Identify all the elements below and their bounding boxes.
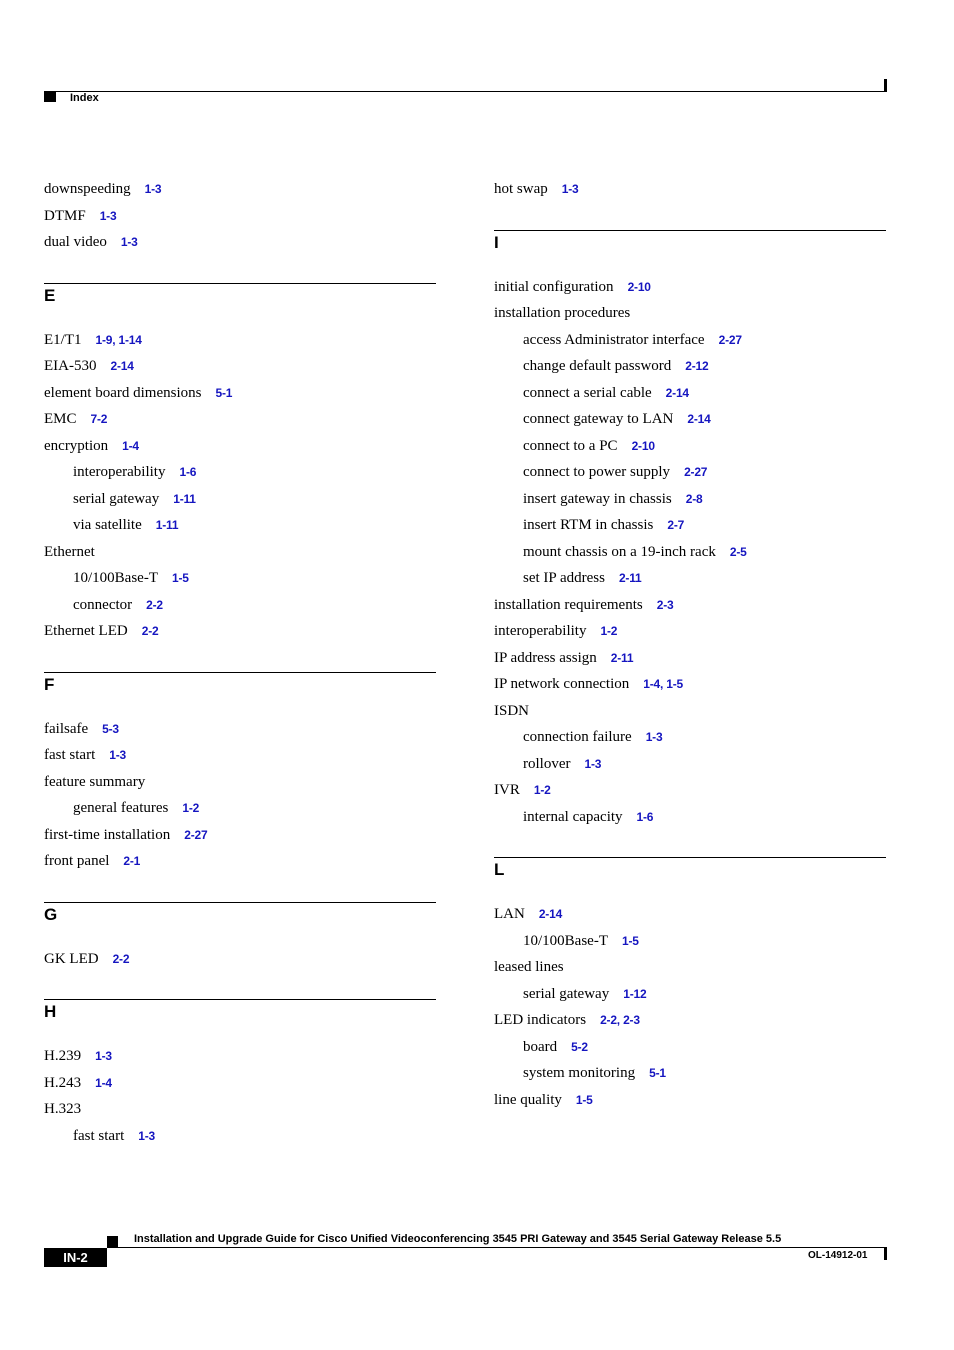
page-reference-link[interactable]: 2-12 — [685, 359, 709, 373]
index-entry — [494, 1007, 886, 1034]
page-reference-link[interactable]: 2-10 — [627, 279, 651, 294]
section-letter: G — [44, 904, 58, 924]
section-header — [494, 857, 886, 901]
page-reference-link[interactable]: 1-5 — [575, 1092, 593, 1107]
index-term: connect to a PC — [523, 437, 618, 454]
page-reference-link[interactable]: 1-3 — [645, 730, 663, 744]
page-reference-link[interactable]: 1-4, 1-5 — [643, 677, 684, 691]
footer-marker-box — [107, 1236, 118, 1247]
index-term: first-time installation — [44, 826, 171, 843]
section-letter: E — [44, 285, 56, 305]
index-term: Ethernet — [44, 543, 95, 560]
index-entry — [494, 901, 886, 928]
page-reference-link[interactable]: 1-4 — [95, 1075, 112, 1090]
index-subentry — [494, 1060, 886, 1087]
page-reference-link[interactable]: 2-3 — [656, 597, 674, 612]
page-reference-link[interactable]: 2-2, 2-3 — [600, 1013, 640, 1027]
index-subentry — [494, 724, 886, 751]
page-reference-link[interactable]: 1-5 — [171, 571, 189, 585]
section-spacer — [44, 875, 436, 902]
page-reference-link[interactable]: 2-27 — [684, 465, 708, 479]
index-subentry — [494, 1034, 886, 1061]
page-reference-link[interactable]: 5-1 — [649, 1066, 666, 1080]
index-entry — [44, 946, 436, 973]
page-reference-link[interactable]: 2-11 — [610, 650, 634, 665]
section-header — [44, 902, 436, 946]
index-term: EMC — [44, 411, 77, 427]
index-term: Ethernet LED — [44, 623, 128, 639]
page-reference-link[interactable]: 2-14 — [538, 907, 563, 921]
index-term: fast start — [73, 1127, 125, 1144]
index-entry — [44, 539, 436, 566]
index-term: leased lines — [494, 959, 564, 975]
index-term: IP network connection — [494, 676, 630, 692]
index-term: LED indicators — [494, 1012, 587, 1028]
page-reference-link[interactable]: 1-9, 1-14 — [95, 332, 142, 347]
index-term: IP address assign — [494, 649, 597, 666]
index-subentry — [494, 804, 886, 831]
index-term: 10/100Base-T — [523, 932, 608, 949]
index-term: initial configuration — [494, 278, 614, 295]
index-term: serial gateway — [523, 985, 610, 1002]
index-subentry — [494, 380, 886, 407]
page-reference-link[interactable]: 2-27 — [184, 827, 208, 842]
index-entry — [494, 777, 886, 804]
index-term: encryption — [44, 437, 109, 454]
index-entry — [494, 645, 886, 672]
index-subentry — [494, 981, 886, 1008]
page-reference-link[interactable]: 2-11 — [618, 571, 642, 585]
index-subentry — [44, 486, 436, 513]
index-entry — [44, 848, 436, 875]
index-column-left — [44, 176, 436, 1149]
index-entry — [44, 203, 436, 230]
index-term: hot swap — [494, 181, 548, 197]
index-entry — [494, 1087, 886, 1114]
index-subentry — [494, 486, 886, 513]
page-reference-link[interactable]: 1-6 — [179, 465, 197, 479]
header-marker-box — [44, 92, 56, 102]
index-term: interoperability — [73, 464, 166, 480]
index-term: DTMF — [44, 207, 86, 224]
index-entry — [44, 1043, 436, 1070]
section-header — [44, 999, 436, 1043]
page-reference-link[interactable]: 2-27 — [718, 332, 742, 347]
page-reference-link[interactable]: 1-11 — [173, 491, 196, 506]
index-entry — [494, 698, 886, 725]
index-subentry — [494, 433, 886, 460]
index-subentry — [494, 539, 886, 566]
index-term: rollover — [523, 755, 571, 772]
header-label: Index — [70, 92, 99, 104]
index-term: connect to power supply — [523, 464, 671, 480]
index-term: line quality — [494, 1091, 562, 1108]
index-term: H.243 — [44, 1074, 82, 1091]
index-subentry — [494, 459, 886, 486]
index-term: installation procedures — [494, 305, 631, 321]
section-letter: F — [44, 674, 55, 694]
index-term: EIA-530 — [44, 358, 97, 374]
index-entry — [494, 300, 886, 327]
page-reference-link[interactable]: 2-5 — [729, 544, 747, 559]
footer-tick-mark — [884, 1247, 887, 1260]
page-reference-link[interactable]: 1-5 — [621, 933, 639, 948]
page-reference-link[interactable]: 2-14 — [665, 385, 689, 400]
index-term: internal capacity — [523, 808, 623, 825]
index-term: dual video — [44, 234, 107, 250]
page-reference-link[interactable]: 2-7 — [667, 518, 685, 532]
header-rule — [44, 91, 887, 92]
index-term: 10/100Base-T — [73, 570, 158, 586]
page-reference-link[interactable]: 2-14 — [110, 359, 134, 373]
page-reference-link[interactable]: 7-2 — [90, 412, 108, 426]
section-spacer — [44, 972, 436, 999]
index-entry — [44, 229, 436, 256]
index-subentry — [44, 459, 436, 486]
section-spacer — [44, 645, 436, 672]
page-reference-link[interactable]: 1-3 — [584, 756, 602, 771]
index-term: access Administrator interface — [523, 331, 705, 348]
page-reference-link[interactable]: 2-1 — [123, 854, 141, 868]
page-reference-link[interactable]: 5-2 — [571, 1039, 588, 1054]
index-term: installation requirements — [494, 596, 643, 613]
section-header — [44, 283, 436, 327]
index-term: general features — [73, 800, 169, 816]
index-entry — [44, 1096, 436, 1123]
index-entry — [44, 353, 436, 380]
index-term: ISDN — [494, 702, 530, 719]
header-tick-mark — [884, 79, 887, 92]
page-reference-link[interactable]: 2-2 — [112, 951, 130, 966]
index-entry — [44, 742, 436, 769]
index-term: E1/T1 — [44, 331, 82, 348]
index-term: LAN — [494, 906, 525, 922]
index-term: board — [523, 1038, 558, 1055]
index-entry — [44, 822, 436, 849]
index-entry — [44, 716, 436, 743]
section-header — [494, 230, 886, 274]
index-entry — [494, 176, 886, 203]
index-term: interoperability — [494, 623, 587, 639]
index-subentry — [494, 928, 886, 955]
index-term: change default password — [523, 358, 672, 374]
footer-doc-number: OL-14912-01 — [808, 1250, 868, 1261]
index-entry — [44, 1070, 436, 1097]
page-reference-link[interactable]: 2-8 — [685, 491, 703, 506]
page-reference-link[interactable]: 2-14 — [687, 412, 711, 426]
section-letter: L — [494, 860, 505, 879]
index-term: serial gateway — [73, 490, 160, 507]
index-subentry — [494, 751, 886, 778]
index-subentry — [494, 327, 886, 354]
page-reference-link[interactable]: 2-10 — [631, 438, 655, 453]
page-reference-link[interactable]: 1-2 — [533, 783, 551, 797]
index-term: fast start — [44, 747, 96, 763]
index-subentry — [44, 1123, 436, 1150]
page-reference-link[interactable]: 2-2 — [141, 624, 159, 638]
page-reference-link[interactable]: 1-3 — [95, 1049, 112, 1063]
page-reference-link[interactable]: 1-6 — [636, 809, 654, 824]
index-term: front panel — [44, 853, 110, 869]
page-reference-link[interactable]: 1-4 — [122, 438, 139, 453]
index-entry — [494, 671, 886, 698]
section-spacer — [494, 203, 886, 230]
index-term: connection failure — [523, 729, 632, 745]
page-reference-link[interactable]: 2-2 — [146, 597, 163, 612]
section-header — [44, 672, 436, 716]
index-entry — [44, 618, 436, 645]
page-reference-link[interactable]: 1-2 — [600, 624, 618, 638]
index-subentry — [44, 795, 436, 822]
index-entry — [44, 380, 436, 407]
page-reference-link[interactable]: 1-3 — [120, 235, 138, 249]
index-entry — [494, 618, 886, 645]
page-reference-link[interactable]: 1-3 — [109, 748, 126, 762]
index-entry — [494, 954, 886, 981]
index-term: set IP address — [523, 570, 605, 586]
section-letter: I — [494, 232, 499, 252]
page-reference-link[interactable]: 1-11 — [155, 518, 179, 532]
index-entry — [44, 769, 436, 796]
index-subentry — [44, 512, 436, 539]
index-term: mount chassis on a 19-inch rack — [523, 543, 716, 560]
index-entry — [44, 406, 436, 433]
index-term: insert RTM in chassis — [523, 517, 654, 533]
index-term: failsafe — [44, 720, 89, 737]
index-term: connect a serial cable — [523, 384, 652, 401]
index-subentry — [494, 406, 886, 433]
index-subentry — [44, 592, 436, 619]
index-column-right — [494, 176, 886, 1113]
page-reference-link[interactable]: 1-3 — [561, 182, 579, 196]
section-spacer — [494, 830, 886, 857]
index-term: IVR — [494, 782, 520, 798]
page-reference-link[interactable]: 1-3 — [138, 1128, 155, 1143]
index-subentry — [44, 565, 436, 592]
index-term: connector — [73, 596, 133, 613]
index-subentry — [494, 353, 886, 380]
page-reference-link[interactable]: 5-3 — [102, 721, 119, 736]
index-entry — [494, 592, 886, 619]
index-entry — [494, 274, 886, 301]
footer-document-title: Installation and Upgrade Guide for Cisco Unified Videoconferencing 3545 PRI Gateway and 3545 Serial Gateway Release 5.5 — [134, 1233, 782, 1245]
page-reference-link[interactable]: 1-12 — [623, 986, 647, 1001]
footer-rule — [107, 1247, 887, 1248]
index-term: connect gateway to LAN — [523, 411, 674, 427]
index-subentry — [494, 565, 886, 592]
index-term: insert gateway in chassis — [523, 490, 672, 507]
page-reference-link[interactable]: 1-3 — [99, 208, 117, 223]
index-term: downspeeding — [44, 181, 131, 197]
page-reference-link[interactable]: 1-3 — [144, 182, 162, 196]
index-entry — [44, 433, 436, 460]
section-letter: H — [44, 1002, 57, 1021]
section-spacer — [44, 256, 436, 283]
page-reference-link[interactable]: 1-2 — [182, 801, 200, 815]
index-term: element board dimensions — [44, 384, 202, 401]
index-term: system monitoring — [523, 1065, 636, 1081]
index-entry — [44, 327, 436, 354]
index-term: H.323 — [44, 1101, 82, 1117]
index-term: H.239 — [44, 1048, 82, 1064]
index-term: GK LED — [44, 950, 99, 967]
index-term: via satellite — [73, 517, 142, 533]
index-subentry — [494, 512, 886, 539]
index-term: feature summary — [44, 773, 146, 790]
index-entry — [44, 176, 436, 203]
page-reference-link[interactable]: 5-1 — [215, 385, 233, 400]
footer-page-number: IN-2 — [44, 1248, 107, 1267]
